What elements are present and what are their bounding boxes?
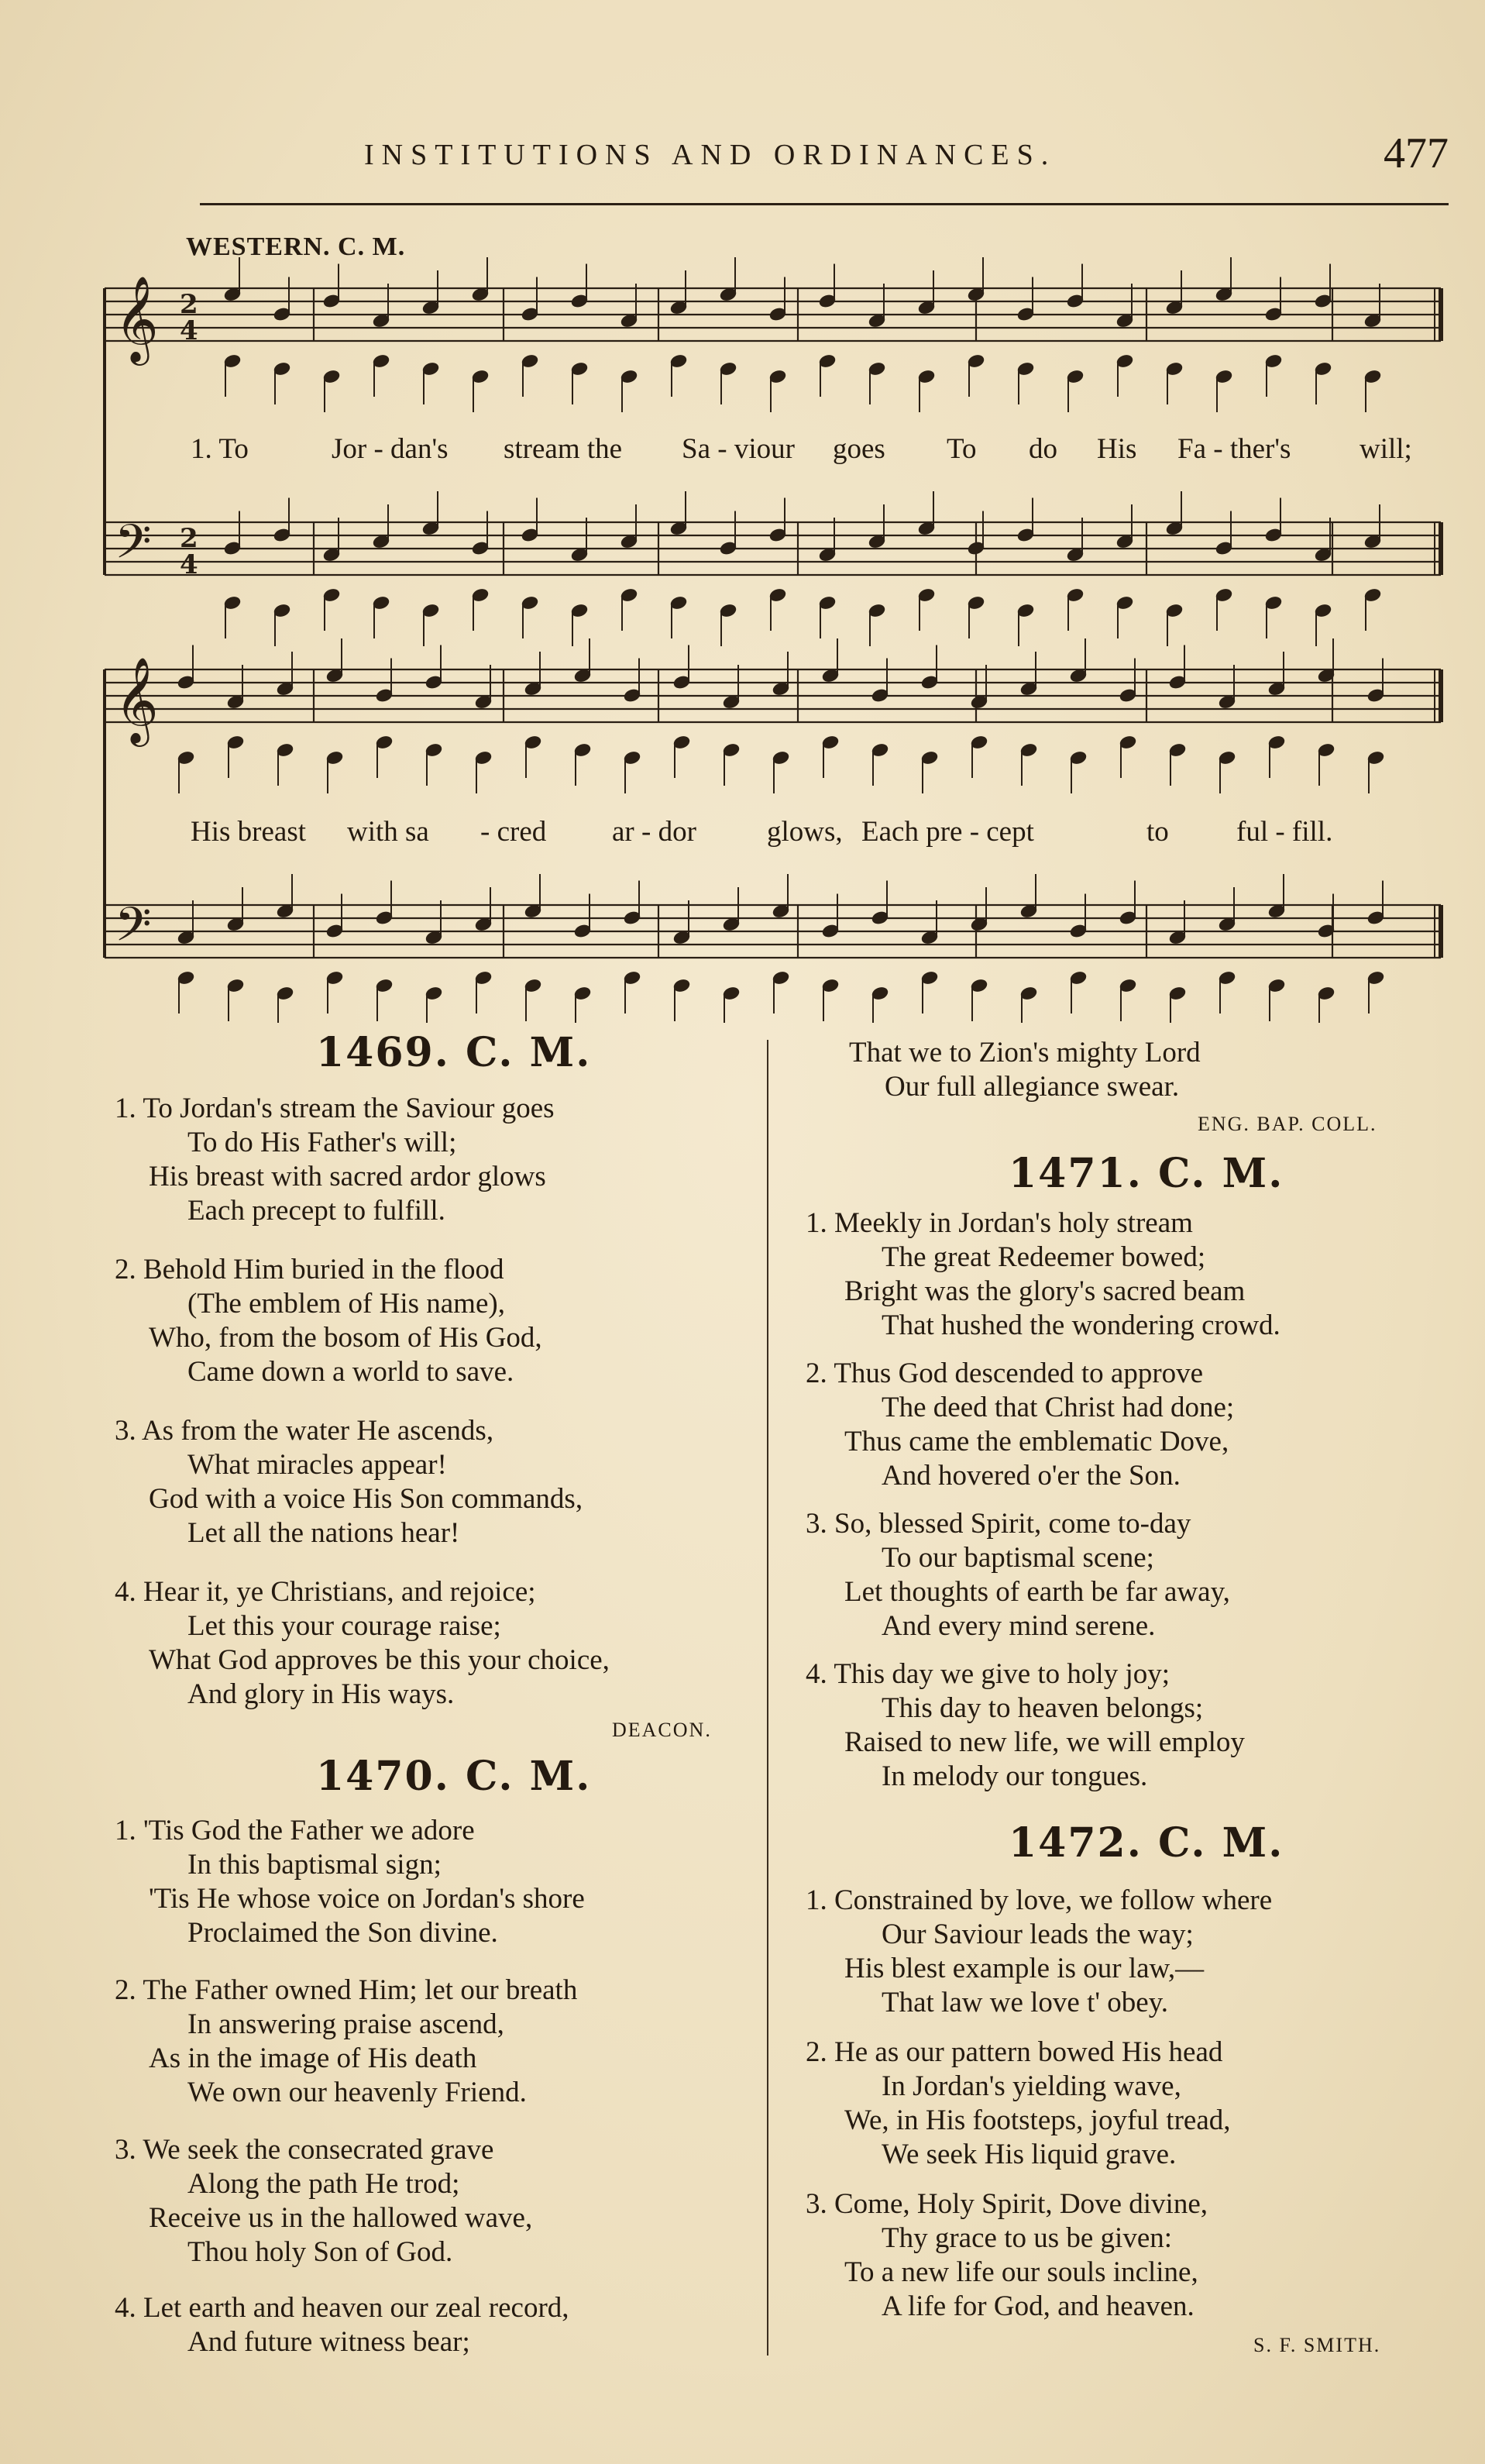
hymn-author: ENG. BAP. COLL. — [1198, 1113, 1377, 1135]
lyric-syllable: Fa - ther's — [1177, 433, 1291, 465]
hymn-line: 1. Constrained by love, we follow where — [806, 1884, 1273, 1916]
hymn-line: In answering praise ascend, — [187, 2008, 504, 2040]
hymn-meter: C. M. — [465, 1029, 592, 1076]
hymn-line: Each precept to fulfill. — [187, 1195, 445, 1227]
lyric-syllable: Each pre - cept — [861, 816, 1034, 848]
hymn-line: We own our heavenly Friend. — [187, 2077, 527, 2108]
hymn-line: Thus came the emblematic Dove, — [844, 1426, 1229, 1457]
hymn-line: 2. Behold Him buried in the flood — [115, 1254, 504, 1285]
lyric-syllable: ful - fill. — [1236, 816, 1333, 848]
hymn-line: 1. To Jordan's stream the Saviour goes — [115, 1093, 555, 1124]
hymn-line: God with a voice His Son commands, — [149, 1483, 583, 1515]
hymn-line: And glory in His ways. — [187, 1678, 455, 1710]
hymn-line: To a new life our souls incline, — [844, 2256, 1198, 2288]
hymn-line: 2. Thus God descended to approve — [806, 1358, 1204, 1389]
hymn-line: Who, from the bosom of His God, — [149, 1322, 542, 1354]
column-divider — [767, 1040, 768, 2356]
page-number: 477 — [1384, 129, 1449, 177]
hymn-line: That hushed the wondering crowd. — [882, 1309, 1280, 1341]
hymn-line: Along the path He trod; — [187, 2168, 460, 2200]
hymn-line: 3. As from the water He ascends, — [115, 1415, 494, 1447]
hymn-line: And every mind serene. — [882, 1610, 1156, 1642]
lyric-syllable: Sa - viour — [682, 433, 795, 465]
lyric-syllable: His breast — [191, 816, 306, 848]
lyric-syllable: To — [947, 433, 977, 465]
hymn-line: We, in His footsteps, joyful tread, — [844, 2104, 1231, 2136]
lyric-syllable: Jor - dan's — [332, 433, 449, 465]
time-signature-bottom: 4 — [180, 315, 198, 346]
hymn-line: His blest example is our law,— — [844, 1953, 1205, 1984]
hymn-author: S. F. SMITH. — [1253, 2334, 1381, 2356]
hymn-meter: C. M. — [1157, 1819, 1284, 1867]
hymn-line: 4. Let earth and heaven our zeal record, — [115, 2292, 569, 2324]
hymn-line: A life for God, and heaven. — [882, 2290, 1195, 2322]
hymn-line: 4. This day we give to holy joy; — [806, 1658, 1170, 1690]
hymn-line: Let all the nations hear! — [187, 1517, 460, 1549]
hymn-line: Thy grace to us be given: — [882, 2222, 1173, 2254]
hymn-line: 2. He as our pattern bowed His head — [806, 2036, 1223, 2068]
hymn-meter: C. M. — [465, 1753, 592, 1800]
lyric-syllable: stream the — [504, 433, 623, 465]
time-signature-bottom: 4 — [180, 549, 198, 580]
lyric-syllable: glows, — [767, 816, 843, 848]
lyric-syllable: to — [1146, 816, 1169, 848]
lyric-syllable: 1. To — [191, 433, 249, 465]
lyric-syllable: goes — [833, 433, 885, 465]
bass-clef: 𝄢 — [115, 514, 152, 581]
bass-clef: 𝄢 — [115, 897, 152, 964]
treble-clef: 𝄞 — [115, 656, 159, 743]
hymn-line: The deed that Christ had done; — [882, 1392, 1235, 1423]
hymn-line: As in the image of His death — [149, 2042, 477, 2074]
hymn-line: In melody our tongues. — [882, 1760, 1148, 1792]
hymn-line: 3. Come, Holy Spirit, Dove divine, — [806, 2188, 1208, 2220]
hymn-line: What miracles appear! — [187, 1449, 447, 1481]
tune-name: WESTERN. C. M. — [186, 232, 406, 261]
lyric-syllable: ar - dor — [612, 816, 696, 848]
hymn-number: 1472. — [1009, 1819, 1143, 1867]
hymn-number: 1469. — [316, 1029, 450, 1076]
hymn-line: We seek His liquid grave. — [882, 2139, 1177, 2170]
lyric-syllable: His — [1097, 433, 1137, 465]
hymn-line: Thou holy Son of God. — [187, 2236, 453, 2268]
hymn-line: 3. So, blessed Spirit, come to-day — [806, 1508, 1191, 1540]
hymn-line: 'Tis He whose voice on Jordan's shore — [149, 1883, 585, 1915]
hymn-line: His breast with sacred ardor glows — [149, 1161, 546, 1192]
lyric-syllable: - cred — [480, 816, 547, 848]
hymn-line: Bright was the glory's sacred beam — [844, 1275, 1246, 1307]
hymn-line: This day to heaven belongs; — [882, 1692, 1204, 1724]
treble-clef: 𝄞 — [115, 275, 159, 362]
hymn-meter: C. M. — [1157, 1150, 1284, 1197]
hymn-line: And future witness bear; — [187, 2326, 470, 2358]
hymn-line: Receive us in the hallowed wave, — [149, 2202, 533, 2234]
hymn-line: 3. We seek the consecrated grave — [115, 2134, 494, 2166]
hymn-line: 1. Meekly in Jordan's holy stream — [806, 1207, 1193, 1239]
hymn-line: Raised to new life, we will employ — [844, 1726, 1245, 1758]
music-score — [0, 0, 1485, 1023]
hymn-line: 2. The Father owned Him; let our breath — [115, 1974, 578, 2006]
hymn-line: To our baptismal scene; — [882, 1542, 1154, 1574]
hymn-author: DEACON. — [612, 1719, 712, 1741]
lyric-syllable: will; — [1360, 433, 1412, 465]
hymn-line: That law we love t' obey. — [882, 1987, 1169, 2018]
time-signature-top: 2 — [180, 289, 198, 320]
hymn-line: 4. Hear it, ye Christians, and rejoice; — [115, 1576, 536, 1608]
hymn-line: To do His Father's will; — [187, 1127, 457, 1158]
hymn-number: 1470. — [316, 1753, 450, 1800]
hymn-line: What God approves be this your choice, — [149, 1644, 610, 1676]
hymn-line: Proclaimed the Son divine. — [187, 1917, 498, 1949]
hymn-line: In Jordan's yielding wave, — [882, 2070, 1181, 2102]
lyric-syllable: do — [1029, 433, 1057, 465]
hymn-line: (The emblem of His name), — [187, 1288, 505, 1320]
running-title: INSTITUTIONS AND ORDINANCES. — [364, 139, 1057, 171]
hymn-line: 1. 'Tis God the Father we adore — [115, 1815, 475, 1846]
hymn-line: Let this your courage raise; — [187, 1610, 501, 1642]
hymn-line: The great Redeemer bowed; — [882, 1241, 1206, 1273]
hymn-line: In this baptismal sign; — [187, 1849, 442, 1881]
hymn-line: And hovered o'er the Son. — [882, 1460, 1181, 1492]
time-signature-top: 2 — [180, 523, 198, 554]
lyric-syllable: with sa — [347, 816, 429, 848]
hymn-number: 1471. — [1009, 1150, 1143, 1197]
hymn-line: Came down a world to save. — [187, 1356, 514, 1388]
hymn-line: Our Saviour leads the way; — [882, 1919, 1194, 1950]
hymn-line: Let thoughts of earth be far away, — [844, 1576, 1230, 1608]
hymn-line: That we to Zion's mighty Lord — [849, 1037, 1201, 1069]
hymn-line: Our full allegiance swear. — [885, 1071, 1180, 1103]
